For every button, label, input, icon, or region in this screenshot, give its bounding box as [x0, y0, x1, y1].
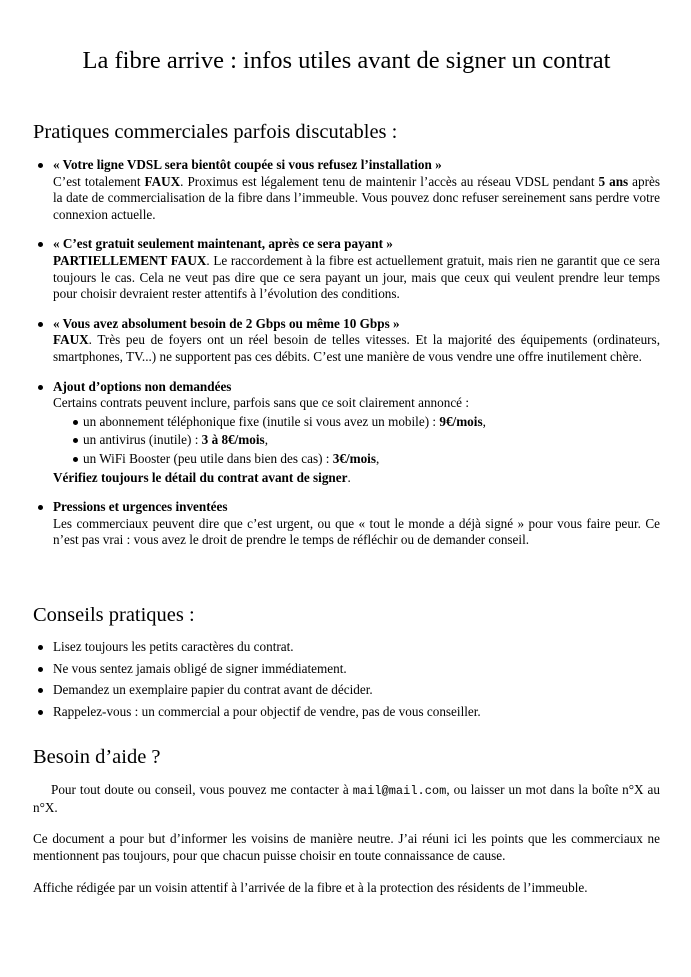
bullet-icon: [38, 667, 43, 672]
list-item: [33, 236, 660, 302]
commercial-practices-list: [33, 157, 660, 549]
item-title: « C’est gratuit seulement maintenant, après ce sera payant »: [53, 236, 393, 252]
price: 3 à 8€/mois: [201, 432, 265, 448]
list-item: [33, 157, 660, 223]
list-item: Rappelez-vous : un commercial a pour objectif de vendre, pas de vous conseiller.: [33, 704, 660, 721]
closing-note: Vérifiez toujours le détail du contrat avant de signer.: [53, 469, 351, 485]
purpose-paragraph: Ce document a pour but d’informer les voisins de manière neutre. J’ai réuni ici les points que les commerciaux ne mentionnent pas toujours, pour que chacun puisse choisir en toute connaissance de cause.: [33, 831, 660, 863]
options-sublist: [53, 414, 660, 468]
item-title: « Votre ligne VDSL sera bientôt coupée si vous refusez l’installation »: [53, 157, 442, 172]
bullet-icon: [38, 645, 43, 650]
bullet-icon: [38, 688, 43, 693]
bullet-icon: [38, 505, 43, 510]
bullet-icon: [38, 710, 43, 715]
list-item: [33, 379, 660, 487]
bullet-icon: [38, 385, 43, 390]
contact-paragraph: Pour tout doute ou conseil, vous pouvez me contacter à mail@mail.com, ou laisser un mot dans la boîte n°X au n°X.: [33, 782, 660, 815]
item-title: Ajout d’options non demandées: [53, 378, 232, 394]
list-item: [33, 499, 660, 549]
item-title: Pressions et urgences inventées: [53, 499, 228, 515]
signature-paragraph: Affiche rédigée par un voisin attentif à l’arrivée de la fibre et à la protection des résidents de l’immeuble.: [33, 880, 588, 895]
item-body: FAUX. Très peu de foyers ont un réel besoin de telles vitesses. Et la majorité des équipements (ordinateurs, smartphones, TV...) ne supportent pas ces débits. C’est une manière de vous vendre une offre inutilement chère.: [53, 332, 660, 364]
item-body: C’est totalement FAUX. Proximus est légalement tenu de maintenir l’accès au réseau VDSL pendant 5 ans après la date de commercialisation de la fibre dans l’immeuble. Vous pouvez donc refuser sereinement sans perdre votre connexion actuelle.: [53, 173, 661, 222]
item-intro: Certains contrats peuvent inclure, parfois sans que ce soit clairement annoncé :: [53, 395, 469, 411]
price: 3€/mois: [332, 450, 376, 466]
list-item: un abonnement téléphonique fixe (inutile si vous avez un mobile) : 9€/mois,: [53, 414, 660, 431]
section-heading-commercial-practices: Pratiques commerciales parfois discutables :: [33, 121, 398, 143]
bullet-icon: [73, 438, 78, 443]
bullet-icon: [38, 242, 43, 247]
bullet-icon: [73, 420, 78, 425]
bullet-icon: [38, 322, 43, 327]
price: 9€/mois: [439, 413, 483, 429]
item-title: « Vous avez absolument besoin de 2 Gbps ou même 10 Gbps »: [53, 315, 400, 331]
list-item: un WiFi Booster (peu utile dans bien des cas) : 3€/mois,: [53, 451, 660, 468]
list-item: un antivirus (inutile) : 3 à 8€/mois,: [53, 432, 660, 449]
item-body: PARTIELLEMENT FAUX. Le raccordement à la fibre est actuellement gratuit, mais rien ne garantit que ce sera toujours le cas. Cela ne veut pas dire que ce sera payant un jour, mais que ceux qui veulent prendre leur temps pour choisir devraient rester attentifs à l’évolution des conditions.: [53, 252, 660, 302]
list-item: Lisez toujours les petits caractères du contrat.: [33, 639, 660, 656]
bullet-icon: [38, 163, 43, 168]
section-heading-practical-advice: Conseils pratiques :: [33, 604, 195, 626]
page-title: La fibre arrive : infos utiles avant de signer un contrat: [82, 47, 611, 74]
list-item: Demandez un exemplaire papier du contrat avant de décider.: [33, 682, 660, 699]
practical-advice-list: [33, 639, 660, 720]
list-item: [33, 316, 660, 366]
item-body: Les commerciaux peuvent dire que c’est urgent, ou que « tout le monde a déjà signé » pour vous faire peur. Ce n’est pas vrai : vous avez le droit de prendre le temps de réfléchir ou de demander conseil.: [53, 515, 660, 548]
list-item: Ne vous sentez jamais obligé de signer immédiatement.: [33, 661, 660, 678]
section-heading-help: Besoin d’aide ?: [33, 746, 161, 768]
email-link[interactable]: mail@mail.com: [352, 784, 447, 798]
bullet-icon: [73, 457, 78, 462]
